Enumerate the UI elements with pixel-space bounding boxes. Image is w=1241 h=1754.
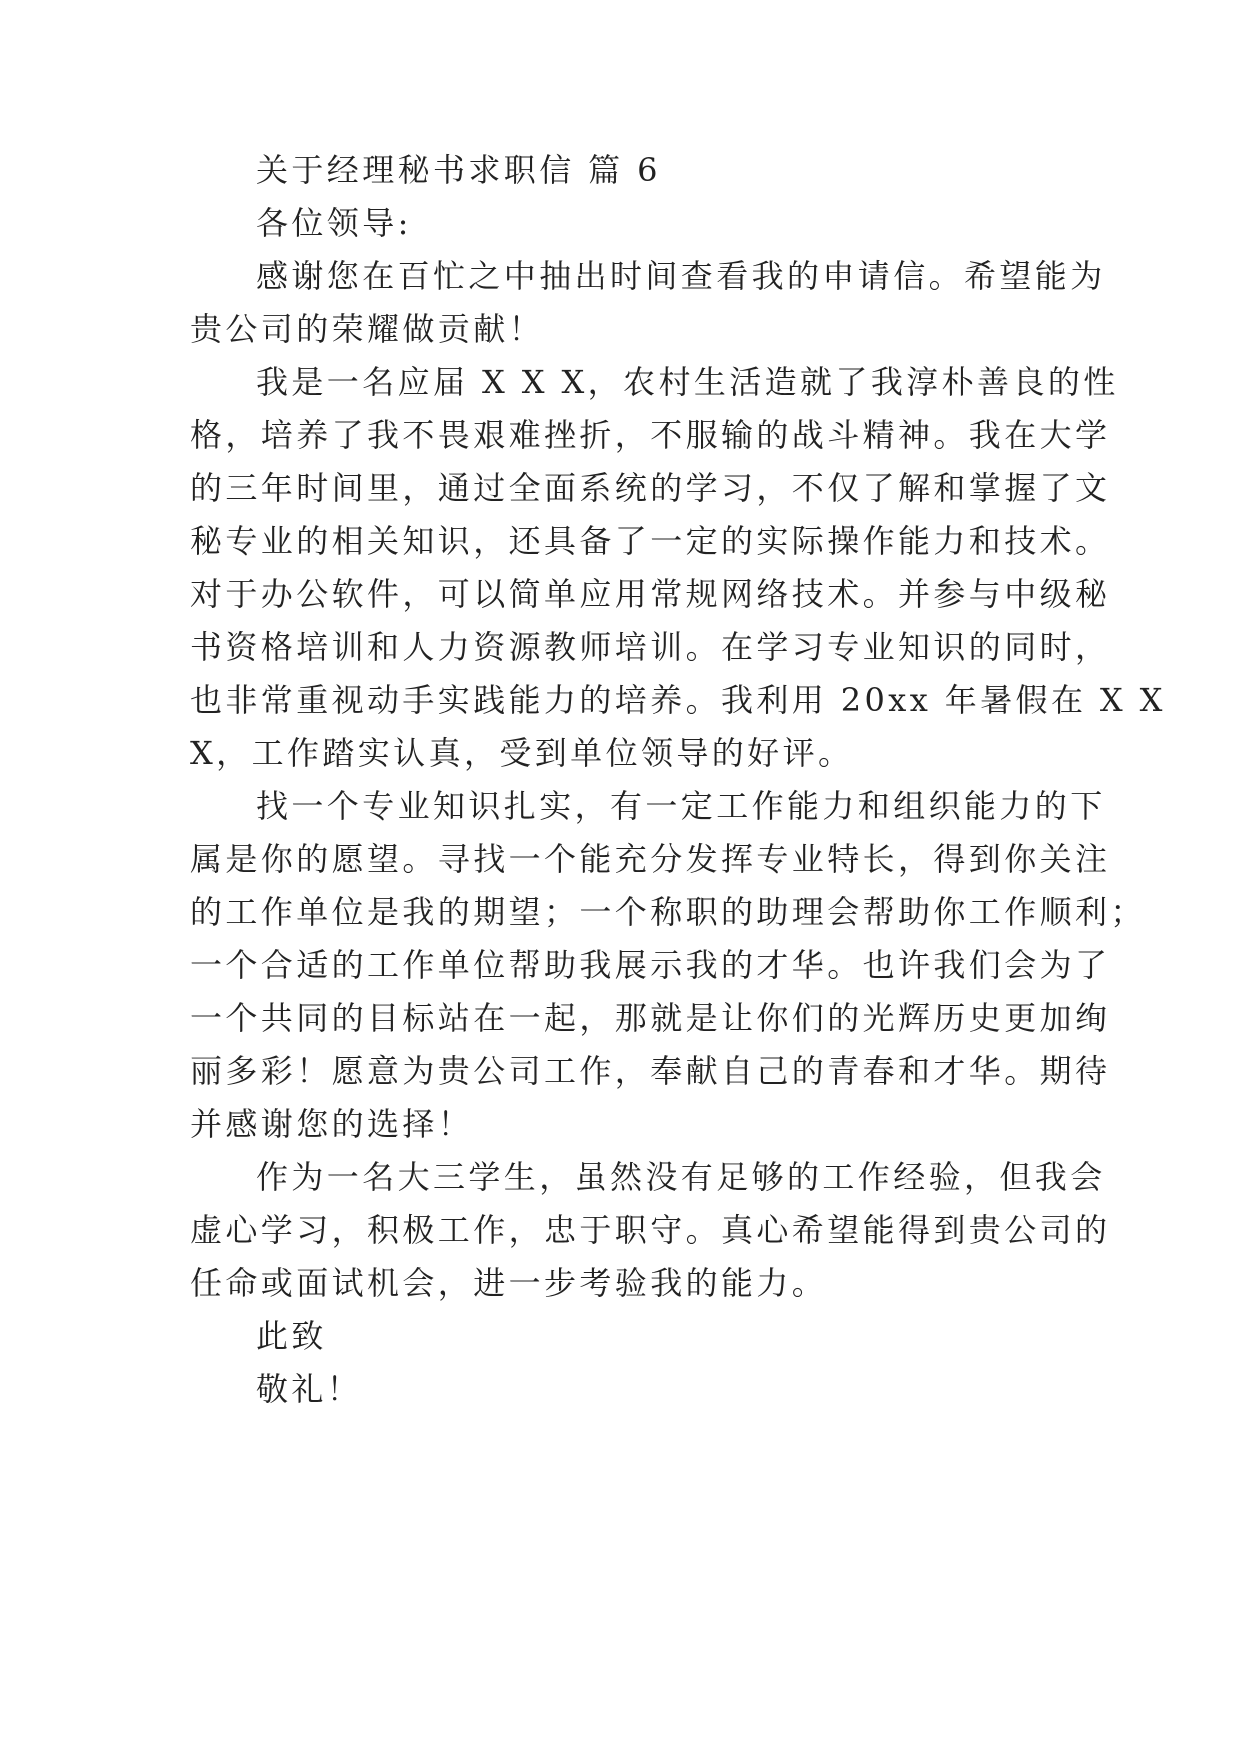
- paragraph-line: 属是你的愿望。寻找一个能充分发挥专业特长，得到你关注: [190, 840, 1111, 878]
- paragraph-line: 书资格培训和人力资源教师培训。在学习专业知识的同时，: [190, 628, 1111, 666]
- paragraph-line: 找一个专业知识扎实，有一定工作能力和组织能力的下: [256, 787, 1106, 825]
- paragraph-line: 一个合适的工作单位帮助我展示我的才华。也许我们会为了: [190, 946, 1111, 984]
- paragraph-line: 的工作单位是我的期望；一个称职的助理会帮助你工作顺利；: [190, 893, 1146, 931]
- paragraph-line: 的三年时间里，通过全面系统的学习，不仅了解和掌握了文: [190, 469, 1111, 507]
- paragraph-line: 并感谢您的选择！: [190, 1105, 474, 1143]
- paragraph-line: 我是一名应届 X X X，农村生活造就了我淳朴善良的性: [256, 363, 1119, 401]
- paragraph-line: 也非常重视动手实践能力的培养。我利用 20xx 年暑假在 X X: [190, 681, 1166, 719]
- paragraph-line: 一个共同的目标站在一起，那就是让你们的光辉历史更加绚: [190, 999, 1111, 1037]
- paragraph-line: 对于办公软件，可以简单应用常规网络技术。并参与中级秘: [190, 575, 1111, 613]
- paragraph-line: 感谢您在百忙之中抽出时间查看我的申请信。希望能为: [256, 257, 1106, 295]
- paragraph-line: 虚心学习，积极工作，忠于职守。真心希望能得到贵公司的: [190, 1211, 1111, 1249]
- paragraph-line: 贵公司的荣耀做贡献！: [190, 310, 545, 348]
- closing: 此致: [256, 1317, 327, 1355]
- paragraph-line: 秘专业的相关知识，还具备了一定的实际操作能力和技术。: [190, 522, 1111, 560]
- paragraph-line: 任命或面试机会，进一步考验我的能力。: [190, 1264, 828, 1302]
- paragraph-line: 格，培养了我不畏艰难挫折，不服输的战斗精神。我在大学: [190, 416, 1111, 454]
- regards: 敬礼！: [256, 1370, 363, 1408]
- salutation: 各位领导:: [256, 204, 412, 242]
- paragraph-line: 作为一名大三学生，虽然没有足够的工作经验，但我会: [256, 1158, 1106, 1196]
- paragraph-line: 丽多彩！愿意为贵公司工作，奉献自己的青春和才华。期待: [190, 1052, 1111, 1090]
- document-title: 关于经理秘书求职信 篇 6: [256, 151, 661, 189]
- paragraph-line: X，工作踏实认真，受到单位领导的好评。: [190, 734, 854, 772]
